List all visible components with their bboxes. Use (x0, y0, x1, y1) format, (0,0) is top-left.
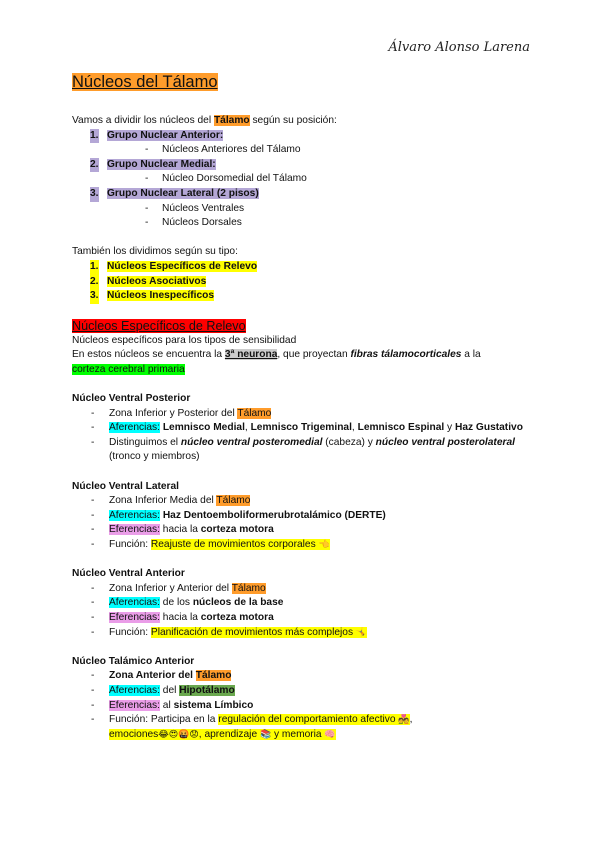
list-item: - Zona Anterior del Tálamo (72, 669, 542, 684)
nva-list (72, 582, 542, 640)
list-item: 1. Grupo Nuclear Anterior: - Núcleos Anteriores del Tálamo (72, 129, 542, 158)
brain-icon: 🧠 (324, 729, 336, 740)
pointing-hand-icon: 👈 (318, 540, 330, 551)
document-page (72, 72, 542, 742)
list-item: - Distinguimos el núcleo ventral posteromedial (cabeza) y núcleo ventral posterolateral (tronco y miembros) (72, 436, 542, 465)
author-name: Álvaro Alonso Larena (388, 40, 530, 55)
subsection-heading: Núcleo Ventral Lateral (72, 480, 180, 492)
list-item: - Zona Inferior y Anterior del Tálamo (72, 582, 542, 597)
list-item: - Zona Inferior y Posterior del Tálamo (72, 407, 542, 422)
subsection-heading: Núcleo Talámico Anterior (72, 655, 195, 667)
list-item: - Función: Reajuste de movimientos corporales 👈 (72, 538, 542, 553)
list-item: - Núcleo Dorsomedial del Tálamo (90, 172, 542, 187)
section-line: En estos núcleos se encuentra la 3ª neurona, que proyectan fibras tálamocorticales a la (72, 349, 481, 361)
section-line: corteza cerebral primaria (72, 363, 185, 375)
list-item: - Eferencias: al sistema Límbico (72, 699, 542, 714)
books-icon: 📚 (259, 729, 272, 740)
list-item: - Función: Participa en la regulación del comportamiento afectivo 💑, emociones😂😍🤬😟, aprendizaje 📚 y memoria 🧠 (72, 713, 542, 742)
page-title: Núcleos del Tálamo (72, 73, 218, 91)
list-item: 2. Grupo Nuclear Medial: - Núcleo Dorsomedial del Tálamo (72, 158, 542, 187)
list-item: 1. Núcleos Específicos de Relevo (72, 260, 542, 275)
subsection-heading: Núcleo Ventral Anterior (72, 568, 185, 580)
list-item: - Núcleos Dorsales (90, 216, 542, 231)
position-groups-list (72, 129, 542, 231)
list-item: - Zona Inferior Media del Tálamo (72, 494, 542, 509)
type-intro: También los dividimos según su tipo: (72, 246, 238, 258)
intro-line: Vamos a dividir los núcleos del Tálamo según su posición: (72, 115, 337, 126)
list-item: - Aferencias: del Hipotálamo (72, 684, 542, 699)
list-item: 3. Núcleos Inespecíficos (72, 289, 542, 304)
nvl-list (72, 494, 542, 552)
list-item: - Aferencias: Lemnisco Medial, Lemnisco Trigeminal, Lemnisco Espinal y Haz Gustativo (72, 421, 542, 436)
section-line: Núcleos específicos para los tipos de sensibilidad (72, 334, 297, 346)
list-item: 3. Grupo Nuclear Lateral (2 pisos) - Núcleos Ventrales - Núcleos Dorsales (72, 187, 542, 231)
list-item: - Núcleos Ventrales (90, 202, 542, 217)
nta-list (72, 669, 542, 742)
list-item: - Eferencias: hacia la corteza motora (72, 611, 542, 626)
gymnast-icon: 🤸 (355, 627, 368, 638)
subsection-heading: Núcleo Ventral Posterior (72, 393, 191, 405)
list-item: - Eferencias: hacia la corteza motora (72, 523, 542, 538)
type-groups-list (72, 260, 542, 304)
couple-icon: 💑 (398, 715, 410, 726)
list-item: - Función: Planificación de movimientos más complejos 🤸 (72, 626, 542, 641)
faces-icon: 😂😍🤬😟 (158, 729, 199, 740)
list-item: 2. Núcleos Asociativos (72, 275, 542, 290)
list-item: - Aferencias: de los núcleos de la base (72, 596, 542, 611)
list-item: - Núcleos Anteriores del Tálamo (90, 143, 542, 158)
nvp-list (72, 407, 542, 465)
list-item: - Aferencias: Haz Dentoemboliformerubrotalámico (DERTE) (72, 509, 542, 524)
section-heading: Núcleos Específicos de Relevo (72, 318, 246, 333)
